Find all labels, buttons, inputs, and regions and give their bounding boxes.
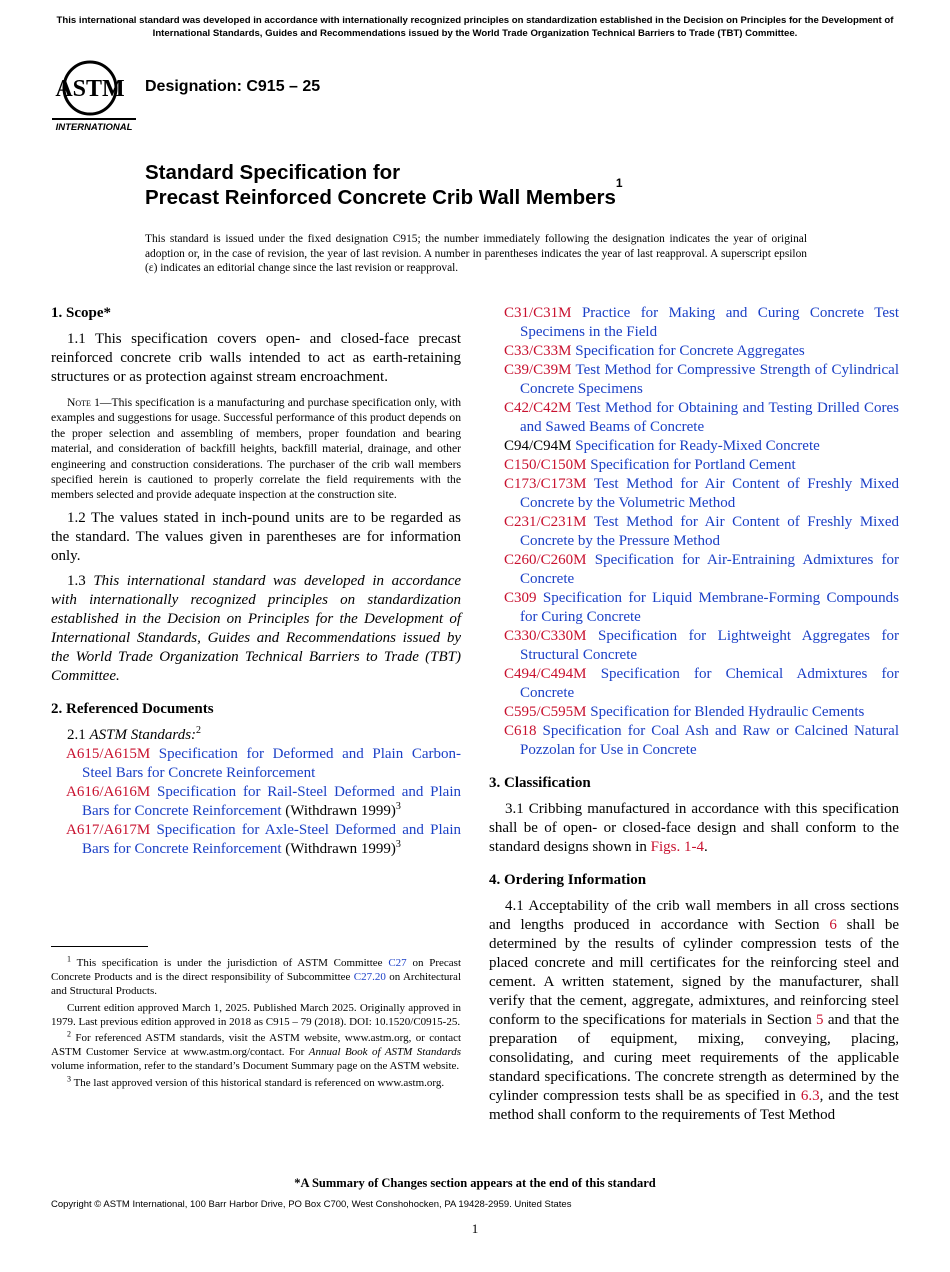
- ref-code-link[interactable]: A615/A615M: [66, 745, 151, 762]
- ref-title-link[interactable]: Specification for Rail-Steel Deformed and Plain Bars for Concrete Reinforcement: [82, 783, 462, 819]
- footnote-rule: [51, 946, 148, 947]
- scope-1-1: 1.1 This specification covers open- and closed-face precast reinforced concrete crib walls intended to act as earth-retaining structures or as protection against stream encroachment.: [51, 331, 461, 385]
- document-title: [145, 160, 623, 210]
- summary-of-changes-notice: *A Summary of Changes section appears at the end of this standard: [294, 1176, 656, 1190]
- right-ref-list: [489, 304, 899, 760]
- footnote-1: $^1$ This specification is under the jurisdiction of ASTM Committee C27 on Precast Concrete Products and is the direct responsibility of Subcommittee C27.20 on Architectural and Structural Products.: [51, 954, 462, 998]
- classification-3-1: 3.1 Cribbing manufactured in accordance with this specification shall be of open- or closed-face design and shall conform to the standard designs shown in Figs. 1-4.: [489, 801, 899, 855]
- footnotes: [51, 946, 461, 1092]
- ref-item: [489, 551, 899, 589]
- copyright: Copyright © ASTM International, 100 Barr Harbor Drive, PO Box C700, West Conshohocken, PA 19428-2959. United States: [51, 1199, 572, 1210]
- ref-code-link[interactable]: C595/C595M: [504, 704, 587, 720]
- ref-title-link[interactable]: Specification for Ready-Mixed Concrete: [575, 438, 820, 454]
- ref-title-link[interactable]: Specification for Liquid Membrane-Forming Compounds for Curing Concrete: [520, 590, 899, 625]
- title-line-1: Standard Specification for: [145, 161, 401, 184]
- ref-code-link[interactable]: C150/C150M: [504, 457, 587, 473]
- ref-title-link[interactable]: Specification for Axle-Steel Deformed and Plain Bars for Concrete Reinforcement: [82, 821, 461, 857]
- designation: Designation: C915 – 25: [145, 78, 321, 95]
- scope-heading: 1. Scope*: [51, 305, 111, 321]
- ref-item: [489, 589, 899, 627]
- note-label: Note 1: [67, 396, 100, 409]
- committee-link[interactable]: C27: [388, 957, 407, 969]
- ref-code-link[interactable]: A617/A617M: [66, 821, 151, 838]
- ref-title-link[interactable]: Test Method for Air Content of Freshly Mixed Concrete by the Volumetric Method: [520, 476, 899, 511]
- ref-title-link[interactable]: Specification for Portland Cement: [590, 457, 796, 473]
- astm-logo: [52, 56, 136, 134]
- svg-text:ASTM: ASTM: [55, 76, 125, 102]
- ref-code-link[interactable]: A616/A616M: [66, 783, 151, 800]
- top-notice: This international standard was developed in accordance with internationally recognized principles on standardization established in the Decision on Principles for the Development of International Standards, Guides and Recommendations issued by the World Trade Organization Technical Barriers to Trade (TBT) Committee.: [56, 15, 894, 39]
- subcommittee-link[interactable]: C27.20: [353, 971, 386, 984]
- ref-item: [489, 342, 899, 361]
- ref-code-link[interactable]: C618: [504, 723, 537, 739]
- ref-item: [489, 437, 899, 456]
- ref-item: [489, 665, 899, 703]
- ref-title-link[interactable]: Specification for Coal Ash and Raw or Calcined Natural Pozzolan for Use in Concrete: [520, 723, 899, 758]
- ref-code-link[interactable]: C494/C494M: [504, 666, 587, 682]
- ref-title-link[interactable]: Specification for Lightweight Aggregates for Structural Concrete: [520, 628, 900, 663]
- ref-title-link[interactable]: Specification for Air-Entraining Admixtures for Concrete: [520, 552, 900, 587]
- ref-code-link[interactable]: C309: [504, 590, 537, 606]
- ref-title-link[interactable]: Specification for Deformed and Plain Carbon-Steel Bars for Concrete Reinforcement: [82, 745, 461, 781]
- referenced-heading: 2. Referenced Documents: [51, 700, 214, 717]
- ref-title-link[interactable]: Specification for Blended Hydraulic Cements: [590, 704, 865, 720]
- logo-text: INTERNATIONAL: [55, 122, 133, 133]
- ref-code-link[interactable]: C39/C39M: [504, 362, 572, 378]
- ref-code-link[interactable]: C31/C31M: [504, 305, 572, 321]
- astm-standards-subheading: 2.1 ASTM Standards:$^2$: [67, 724, 202, 743]
- ref-code-link[interactable]: C42/C42M: [504, 400, 572, 416]
- ref-item: [489, 722, 899, 760]
- ref-item: [489, 627, 899, 665]
- ref-item: A617/A617M Specification for Axle-Steel Deformed and Plain Bars for Concrete Reinforcement (Withdrawn 1999)$^3$: [66, 821, 461, 857]
- ref-code-link[interactable]: C173/C173M: [504, 476, 587, 492]
- note-text: —This specification is a manufacturing and purchase specification only, with examples and suggestions for usage. Successful performance of this product depends on the proper selection and assembling of members, proper foundation and bearing material, and consideration of backfill heights, backfill material, drainage, and other engineering and construction considerations. The purchaser of the crib wall members specified herein is cautioned to properly correlate the field requirements with the members selected and provide adequate inspection at the construction site.: [51, 396, 461, 502]
- title-line-2: Precast Reinforced Concrete Crib Wall Members: [145, 186, 616, 209]
- ordering-heading: 4. Ordering Information: [489, 872, 647, 888]
- classification-heading: 3. Classification: [489, 775, 591, 791]
- scope-1-3: 1.3 This international standard was developed in accordance with internationally recognized principles on standardization established in the Decision on Principles for the Development of International Standards, Guides and Recommendations issued by the World Trade Organization Technical Barriers to Trade (TBT) Committee.: [51, 572, 462, 684]
- ref-title-link[interactable]: Specification for Chemical Admixtures for Concrete: [520, 666, 899, 701]
- ref-item: [51, 745, 461, 783]
- ref-code-link[interactable]: C94/C94M: [504, 438, 572, 454]
- note-1: [51, 395, 461, 503]
- ref-item: A616/A616M Specification for Rail-Steel Deformed and Plain Bars for Concrete Reinforcement (Withdrawn 1999)$^3$: [66, 783, 462, 819]
- right-column: [489, 304, 899, 1125]
- ref-item: [489, 513, 899, 551]
- title-footnote-mark: 1: [615, 176, 623, 190]
- ref-title-link[interactable]: Test Method for Compressive Strength of Cylindrical Concrete Specimens: [520, 362, 899, 397]
- ref-code-link[interactable]: C33/C33M: [504, 343, 572, 359]
- ordering-4-1: 4.1 Acceptability of the crib wall members in all cross sections and lengths produced in accordance with Section 6 shall be determined by the results of cylinder compression tests of the placed concrete and mill certificates for the reinforcing steel and cement. A written statement, signed by the manufacturer, shall verify that the cement, aggregate, admixtures, and reinforcing steel conform to the specifications for materials in Section 5 and that the preparation of equipment, mixing, conveying, placing, consolidating, and curing meet requirements of the applicable standard specifications. The concrete strength as determined by the cylinder compression tests shall be as specified in 6.3, and the test method shall conform to the requirements of Test Method: [489, 898, 899, 1123]
- issuance-statement: This standard is issued under the fixed designation C915; the number immediately following the designation indicates the year of original adoption or, in the case of revision, the year of last revision. A number in parentheses indicates the year of last reapproval. A superscript epsilon (ε) indicates an editorial change since the last revision or reapproval.: [145, 233, 807, 274]
- footnote-3: $^3$ The last approved version of this historical standard is referenced on www.astm.org.: [67, 1073, 445, 1089]
- ref-item: [489, 703, 899, 722]
- ref-item: [489, 399, 899, 437]
- ref-title-link[interactable]: Test Method for Air Content of Freshly Mixed Concrete by the Pressure Method: [520, 514, 899, 549]
- ref-item: [489, 361, 899, 399]
- footnote-2: $^2$ For referenced ASTM standards, visit the ASTM website, www.astm.org, or contact ASTM Customer Service at www.astm.org/contact. For Annual Book of ASTM Standards volume information, refer to the standard’s Document Summary page on the ASTM website.: [51, 1029, 462, 1073]
- ref-item: [489, 304, 899, 342]
- section-5-link[interactable]: 5: [816, 1012, 824, 1028]
- footnote-1-edition: Current edition approved March 1, 2025. Published March 2025. Originally approved in 1979. Last previous edition approved in 2018 as C915 – 79 (2018). DOI: 10.1520/C0915-25.: [51, 1001, 461, 1028]
- figs-link[interactable]: Figs. 1-4: [650, 839, 704, 855]
- scope-1-2: 1.2 The values stated in inch-pound units are to be regarded as the standard. The values given in parentheses are for information only.: [51, 509, 461, 564]
- ref-title-link[interactable]: Practice for Making and Curing Concrete Test Specimens in the Field: [520, 305, 899, 340]
- left-column: [51, 304, 461, 859]
- ref-item: [489, 475, 899, 513]
- section-6-3-link[interactable]: 6.3: [800, 1088, 820, 1104]
- ref-item: [489, 456, 899, 475]
- ref-code-link[interactable]: C260/C260M: [504, 552, 587, 568]
- ref-code-link[interactable]: C231/C231M: [504, 514, 587, 530]
- ref-code-link[interactable]: C330/C330M: [504, 628, 587, 644]
- page-number: 1: [471, 1221, 479, 1236]
- section-6-link[interactable]: 6: [829, 917, 837, 933]
- left-ref-list: [51, 745, 461, 859]
- ref-title-link[interactable]: Specification for Concrete Aggregates: [575, 343, 805, 359]
- ref-title-link[interactable]: Test Method for Obtaining and Testing Drilled Cores and Sawed Beams of Concrete: [520, 400, 899, 435]
